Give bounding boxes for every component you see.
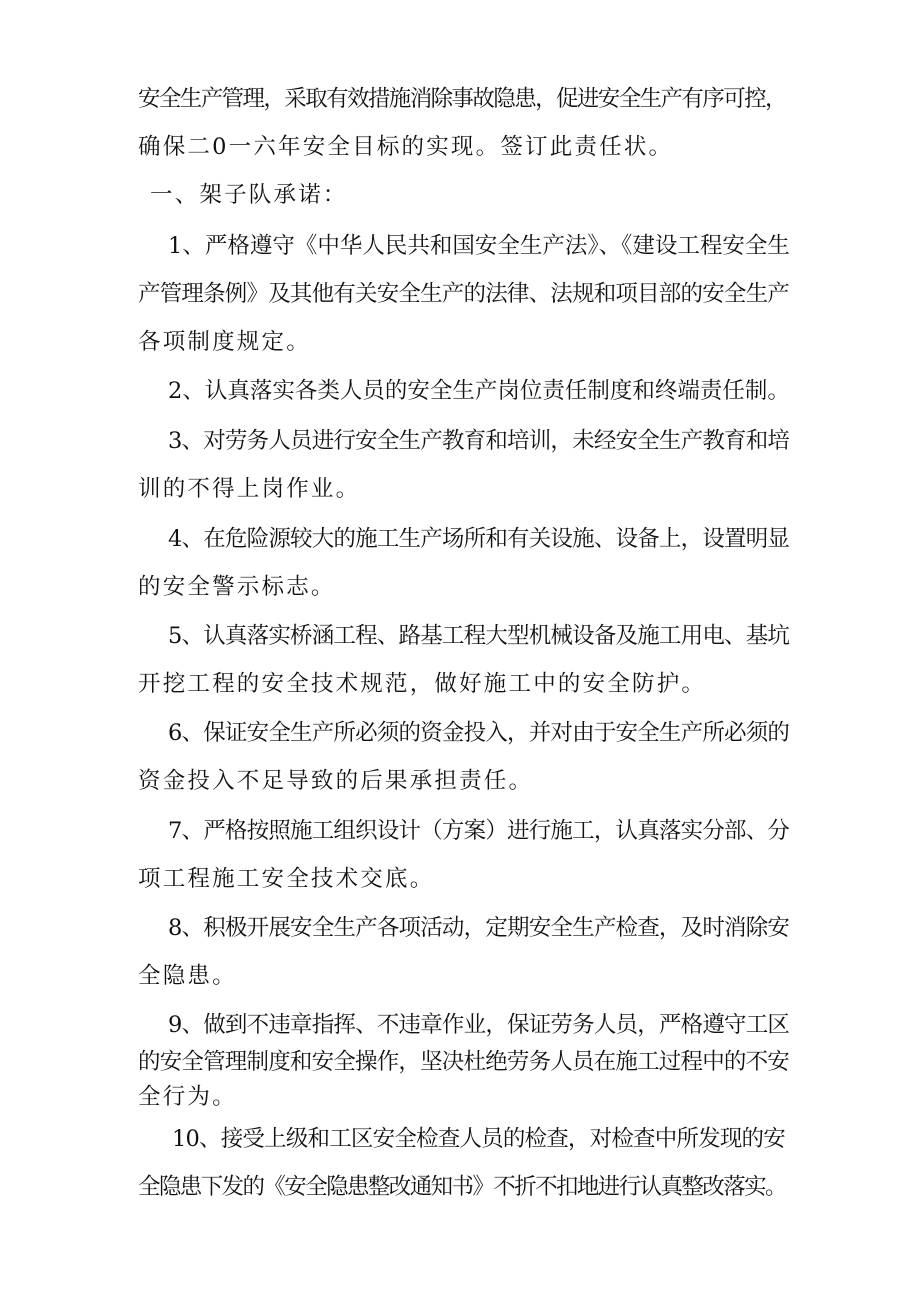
item-1-line-2: 产管理条例》及其他有关安全生产的法律、法规和项目部的安全生产 — [138, 281, 790, 307]
item-4-line-2: 的安全警示标志。 — [138, 574, 336, 600]
item-8-line-2: 全隐患。 — [138, 963, 237, 989]
item-9-line-2: 的安全管理制度和安全操作，坚决杜绝劳务人员在施工过程中的不安 — [138, 1049, 790, 1075]
item-6-line-2: 资金投入不足导致的后果承担责任。 — [138, 768, 534, 794]
intro-line-1: 安全生产管理，采取有效措施消除事故隐患，促进安全生产有序可控， — [138, 86, 786, 112]
item-7-line-1: 7、严格按照施工组织设计（方案）进行施工，认真落实分部、分 — [168, 818, 790, 844]
item-2-line-1: 2、认真落实各类人员的安全生产岗位责任制度和终端责任制。 — [168, 378, 790, 404]
item-10-line-2: 全隐患下发的《安全隐患整改通知书》不折不扣地进行认真整改落实。 — [138, 1174, 786, 1200]
item-3-line-2: 训的不得上岗作业。 — [138, 476, 361, 502]
item-3-line-1: 3、对劳务人员进行安全生产教育和培训，未经安全生产教育和培 — [168, 428, 790, 454]
item-1-line-1: 1、严格遵守《中华人民共和国安全生产法》、《建设工程安全生 — [168, 233, 790, 259]
item-5-line-1: 5、认真落实桥涵工程、路基工程大型机械设备及施工用电、基坑 — [168, 623, 790, 649]
item-9-line-1: 9、做到不违章指挥、不违章作业，保证劳务人员，严格遵守工区 — [168, 1012, 790, 1038]
intro-line-2: 确保二0一六年安全目标的实现。签订此责任状。 — [138, 134, 674, 160]
section-heading: 一、架子队承诺： — [150, 182, 348, 208]
item-7-line-2: 项工程施工安全技术交底。 — [138, 866, 435, 892]
item-6-line-1: 6、保证安全生产所必须的资金投入，并对由于安全生产所必须的 — [168, 720, 790, 746]
item-5-line-2: 开挖工程的安全技术规范，做好施工中的安全防护。 — [138, 671, 707, 697]
item-1-line-3: 各项制度规定。 — [138, 329, 311, 355]
item-10-line-1: 10、接受上级和工区安全检查人员的检查，对检查中所发现的安 — [172, 1126, 785, 1152]
item-9-line-3: 全行为。 — [138, 1084, 237, 1110]
item-4-line-1: 4、在危险源较大的施工生产场所和有关设施、设备上，设置明显 — [168, 526, 790, 552]
item-8-line-1: 8、积极开展安全生产各项活动，定期安全生产检查，及时消除安 — [168, 915, 790, 941]
